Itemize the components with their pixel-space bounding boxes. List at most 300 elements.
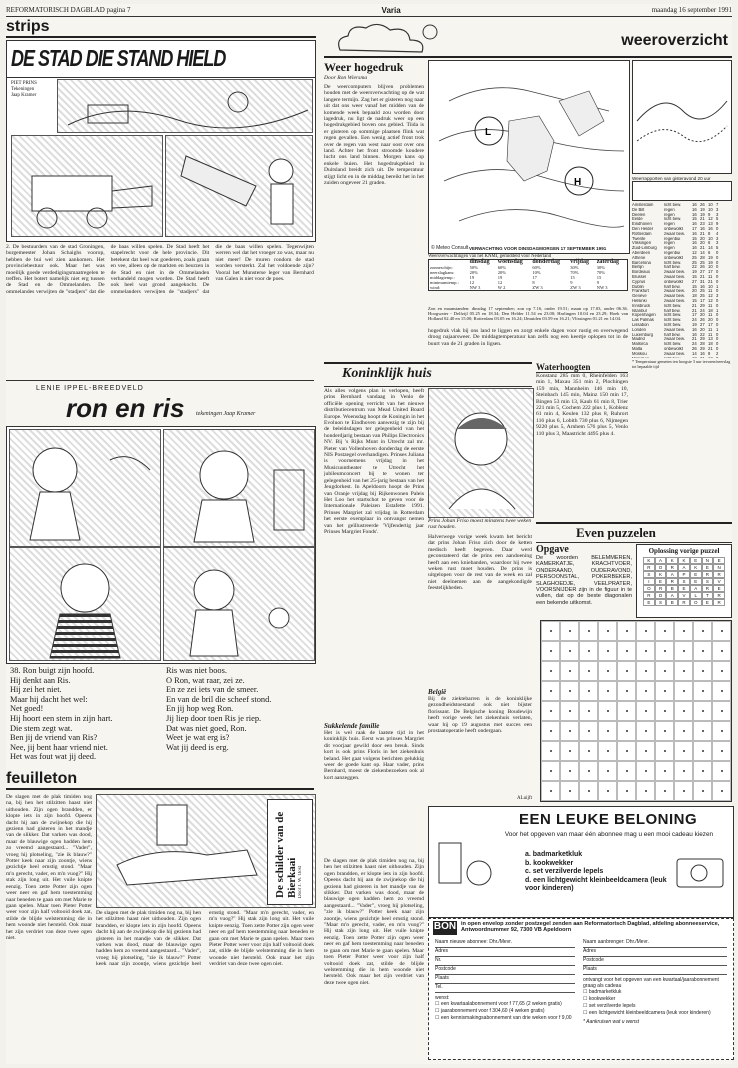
puzzle-cell[interactable] (598, 641, 617, 661)
oplossing-cell: R (643, 592, 655, 599)
wenst-option[interactable]: ☐ een kennismakingsabonnement van drie weken voor f 9,00 (435, 1015, 572, 1021)
form-field[interactable]: Postcode (435, 966, 575, 975)
oplossing-cell: R (643, 564, 655, 571)
city-cell: 21 (700, 231, 705, 236)
grid-dot (645, 650, 647, 652)
puzzle-cell[interactable] (655, 661, 674, 681)
oplossing-cell: E (678, 585, 690, 592)
city-cell: 0 (716, 274, 719, 279)
oplossing-cell: O (655, 564, 667, 571)
poem-line: Ris was niet boos. (166, 666, 227, 675)
city-cell: 21 (708, 279, 713, 284)
gift-option[interactable]: ☐ kookwekker (583, 996, 616, 1002)
grid-dot (569, 730, 571, 732)
puzzle-cell[interactable] (693, 701, 712, 721)
puzzle-cell[interactable] (693, 761, 712, 781)
city-cell: onbewolkt (664, 279, 683, 284)
bon-form-left (435, 939, 575, 1022)
city-cell: 10 (708, 284, 713, 289)
puzzle-cell[interactable] (636, 621, 655, 641)
weather-map (428, 60, 630, 254)
puzzle-cell[interactable] (598, 621, 617, 641)
poem-line: 38. Ron buigt zijn hoofd. (10, 666, 95, 675)
puzzle-cell[interactable] (560, 741, 579, 761)
puzzle-cell[interactable] (579, 761, 598, 781)
puzzle-cell[interactable] (579, 781, 598, 801)
poem-left (10, 666, 160, 762)
grid-dot (569, 770, 571, 772)
grid-dot (683, 650, 685, 652)
puzzle-cell[interactable] (560, 641, 579, 661)
city-cell: 18 (708, 342, 713, 347)
puzzle-cell[interactable] (598, 661, 617, 681)
grid-dot (664, 630, 666, 632)
feuilleton-text-col2: De slagen met de plak timiden nog na, bij hen het stilzitten haast niet uithouden. Zijn ogen brandden, er klopte iets in zijn hoofd. Opeens dacht hij aan de zwijnekop die hij gezienn had gisteren in het mandje van de slikker. Dat varken was dood, maar de blauwige ogen hadden hem zo vreemd aangestaard... "Vader", vroeg hij plotseling, "zie ik blauw?" Potter keek naar zijn zoontje, wiens gezichtje heel ernstig stond. "Maar m'n gerecht, vader, en m'n vuog?" Hij stak zijn long uit. Het vuile knipte eenzig. Toen zette Potter zijn ogen weer neer en gaf hem toestemming naar beneden te gaan om met Marie te gaan spelen. Maar toen Pieter Potter weer voor zijn half voltooid doek zat, stilde de blijde welstemming die in hem woonde niet hersteld. Ook maar het zijn verdriet van deze twee ogen niet. (96, 910, 314, 968)
city-cell: 27 (692, 279, 697, 284)
forecast-cell: 30% (596, 265, 605, 270)
forecast-cell: middagtemp.: (430, 275, 455, 280)
city-cell: 26 (700, 265, 705, 270)
puzzle-cell[interactable] (712, 621, 731, 641)
puzzle-cell[interactable] (560, 661, 579, 681)
city-cell: 0 (716, 250, 719, 255)
city-cell: 23 (700, 222, 705, 227)
strips-heading: strips (6, 18, 316, 38)
poem-line: Het was fout wat jij deed. (10, 752, 97, 762)
city-cell: Barcelona (632, 260, 651, 265)
grid-dot (607, 670, 609, 672)
gift-option[interactable]: ☐ set verzilverde lepels (583, 1003, 636, 1009)
grid-dot (721, 790, 723, 792)
city-cell (708, 357, 716, 359)
city-cell: onbewolkt (664, 346, 683, 351)
city-cell: 16 (692, 332, 697, 337)
oplossing-cell: N (702, 557, 714, 564)
form-field[interactable]: Nr. (435, 957, 575, 966)
puzzle-cell[interactable] (712, 661, 731, 681)
forecast-header: dinsdag (469, 259, 490, 265)
city-cell: 0 (716, 265, 719, 270)
ron-panel-3-drawing (10, 548, 160, 660)
grid-dot (702, 710, 704, 712)
city-cell: 11 (708, 303, 713, 308)
puzzle-cell[interactable] (617, 741, 636, 761)
puzzle-cell[interactable] (655, 701, 674, 721)
form-field[interactable]: Plaats (435, 975, 575, 984)
puzzle-cell[interactable] (674, 741, 693, 761)
stad-title-bar (7, 41, 315, 78)
city-cell: zwaar bew. (664, 351, 685, 356)
puzzle-cell[interactable] (579, 621, 598, 641)
puzzle-cell[interactable] (693, 661, 712, 681)
puzzle-cell[interactable] (598, 781, 617, 801)
grid-dot (645, 750, 647, 752)
city-cell: 8 (708, 231, 711, 236)
puzzle-cell[interactable] (712, 701, 731, 721)
oplossing-cell: E (713, 585, 725, 592)
city-cell: 29 (700, 337, 705, 342)
city-cell: 22 (692, 265, 697, 270)
poem-line: Jij liep door toen Ris je riep. (166, 713, 262, 723)
forecast-cell: neerslagkans: (430, 270, 455, 275)
forecast-cell: ZW 3 (532, 285, 543, 290)
city-cell: 16 (692, 222, 697, 227)
puzzle-cell[interactable] (693, 621, 712, 641)
puzzle-cell[interactable] (712, 781, 731, 801)
city-cell: 21 (700, 217, 705, 222)
puzzle-cell[interactable] (598, 761, 617, 781)
city-cell: 16 (708, 226, 713, 231)
puzzle-cell[interactable] (560, 761, 579, 781)
puzzle-cell[interactable] (655, 641, 674, 661)
puzzle-cell[interactable] (655, 681, 674, 701)
puzzle-cell[interactable] (674, 721, 693, 741)
bon-label: BON (433, 921, 457, 935)
puzzle-cell[interactable] (541, 701, 560, 721)
oplossing-cell: A (655, 557, 667, 564)
puzzle-cell[interactable] (541, 661, 560, 681)
puzzle-cell[interactable] (655, 761, 674, 781)
puzzle-cell[interactable] (579, 641, 598, 661)
city-temps (632, 60, 732, 358)
wenst-option[interactable]: ☐ jaarabonnement voor f 304,60 (4 weken gratis) (435, 1008, 545, 1014)
forecast-cell: 15 (570, 275, 575, 280)
form-field[interactable]: Tel. (435, 984, 575, 993)
grid-dot (569, 750, 571, 752)
puzzle-cell[interactable] (636, 721, 655, 741)
oplossing-cell: B (666, 599, 678, 606)
puzzle-cell[interactable] (560, 781, 579, 801)
grid-dot (645, 690, 647, 692)
city-cell: 16 (692, 327, 697, 332)
city-cell: Genève (632, 294, 647, 299)
oplossing-cell: K (678, 557, 690, 564)
royal-text-2: Het is wel raak de laatste tijd in het koninklijk huis. Eerst was prinses Margriet dit voorjaar gewild door een breuk. Sinds kort is ook prins Floris in het ziekenhuis beland. Het gaat volgens berichten gelukkig weer de goede kant op. Haar vader, prins Bernhard, moest de ziekenbezoeken ook al kort aanzeggen. (324, 730, 424, 781)
puzzle-cell[interactable] (541, 681, 560, 701)
city-cell: 0 (716, 260, 719, 265)
ron-header (6, 380, 314, 425)
waterhoogten-text: Konstanz 285 mm 0, Rheinfelden 163 min 1, Maxau 351 min 2, Plochingen 159 min, Mannheim 146 min 10, Steinbach 145 min, Mainz 150 min 17, Bingen 53 min 13, Kaub 61 min 8, Trier 221 min 5, Cochem 222 plus 1, Koblenz 61 min 4, Keulen 132 plus 8, Ruhrort 116 plus 6, Lobith 730 plus 6, Nijmegen 9220 plus 5, Arnhem 576 plus 5, Venlo 110 plus 3, Maastricht 4495 plus 4. (536, 373, 628, 437)
city-cell: licht bew. (664, 342, 682, 347)
puzzle-cell[interactable] (655, 721, 674, 741)
oplossing-cell: E (690, 578, 702, 585)
form-field[interactable]: Plaats (583, 966, 727, 975)
city-cell: Berlijn (632, 265, 644, 270)
oplossing-cell: K (690, 564, 702, 571)
gift-item: d. een lichtgewicht kleinbeeldcamera (leuk voor kinderen) (525, 876, 667, 892)
city-cell: 16 (692, 207, 697, 212)
oplossing-cell: B (666, 585, 678, 592)
grid-dot (607, 790, 609, 792)
city-cell: 10 (708, 207, 713, 212)
stad-panel-1 (57, 79, 313, 133)
ron-panel-4 (163, 547, 315, 661)
bon-instruction: in open envelop zonder postzegel zenden aan Reformatorisch Dagblad, afdeling abonneeservice, Antwoordnummer 92, 7300 VB Apeldoorn (461, 921, 720, 934)
puzzle-cell[interactable] (693, 641, 712, 661)
oplossing-cell: E (655, 578, 667, 585)
puzzle-cell[interactable] (636, 761, 655, 781)
oplossing-cell: R (666, 564, 678, 571)
temps-note: * Temperatuur gemeten ten hoogste 3 uur tevoren/neerslag tot bepaalde tijd (632, 359, 731, 369)
grid-dot (664, 770, 666, 772)
poem-line: Weet je wat erg is? (166, 733, 230, 743)
puzzle-cell[interactable] (655, 781, 674, 801)
puzzle-cell[interactable] (579, 701, 598, 721)
opgave-text: De woorden BELEMMEREN, KAMERKATJE, KRACHTVOER, ONDERAAND, OUDERAVOND, PERSOONSTAL, POKERBEKER, SLAGHOEDJE, VEELPRATER, VOORSNIJDER zijn in de figuur in te vullen, dat op de beste diagonalen een bekende uitkomst. (536, 555, 632, 606)
form-field[interactable]: Adres (435, 948, 575, 957)
puzzle-cell[interactable] (617, 661, 636, 681)
puzzle-cell[interactable] (617, 681, 636, 701)
puzzle-cell[interactable] (617, 781, 636, 801)
opgave (536, 544, 632, 615)
city-cell: Istanbul (632, 308, 647, 313)
grid-dot (702, 790, 704, 792)
puzzle-cell[interactable] (617, 701, 636, 721)
form-field[interactable]: Adres (583, 948, 727, 957)
weather-byline: Door Ron Wiersma (324, 75, 368, 81)
puzzle-cell[interactable] (693, 781, 712, 801)
royal-sub-2-wrap (428, 688, 532, 801)
city-cell: 6 (708, 250, 711, 255)
grid-dot (683, 710, 685, 712)
city-cell: licht bew. (664, 313, 682, 318)
puzzle-cell[interactable] (636, 681, 655, 701)
stad-credit: PIET PRINS Tekeningen Jaap Kramer (11, 81, 37, 98)
grid-dot (626, 710, 628, 712)
prince-caption: Prins Johan Friso moest minstens twee weken rust houden. (428, 518, 532, 531)
puzzle-cell[interactable] (674, 701, 693, 721)
gift-option-label: een lichtgewicht kleinbeeldcamera (leuk voor kinderen) (588, 1010, 711, 1016)
grid-dot (607, 750, 609, 752)
city-cell: 6 (708, 241, 711, 246)
prince-photo-drawing (429, 389, 533, 517)
city-cell: 0 (716, 303, 719, 308)
puzzle-cell[interactable] (598, 701, 617, 721)
wenst-option[interactable]: ☐ een kwartaalabonnement voor f 77,65 (2 weken gratis) (435, 1001, 562, 1007)
wenst-option-label: jaarabonnement voor f 304,60 (4 weken gratis) (440, 1008, 545, 1014)
puzzle-cells[interactable] (541, 621, 731, 801)
masthead (6, 4, 732, 17)
waterhoogten (536, 362, 628, 518)
bon-form-right (583, 939, 727, 1025)
grid-dot (550, 790, 552, 792)
city-cell: 3 (716, 294, 719, 299)
city-cell: 19 (692, 270, 697, 275)
puzzle-cell[interactable] (693, 741, 712, 761)
grid-dot (664, 690, 666, 692)
city-cell: half bew. (664, 308, 681, 313)
puzzle-grid[interactable] (540, 620, 732, 802)
feuilleton-illustration (96, 794, 316, 908)
city-cell: licht bew. (664, 260, 682, 265)
puzzle-cell[interactable] (712, 761, 731, 781)
oplossing-cell: E (690, 557, 702, 564)
puzzle-cell[interactable] (636, 661, 655, 681)
grid-dot (721, 710, 723, 712)
city-cell: 21 (700, 246, 705, 251)
ron-comic (6, 426, 316, 664)
puzzle-cell[interactable] (712, 641, 731, 661)
puzzle-cell[interactable] (541, 741, 560, 761)
masthead-left: REFORMATORISCH DAGBLAD pagina 7 (6, 6, 131, 14)
puzzle-cell[interactable] (541, 621, 560, 641)
puzzle-cell[interactable] (693, 681, 712, 701)
puzzle-cell[interactable] (712, 681, 731, 701)
puzzle-cell[interactable] (579, 681, 598, 701)
city-cell: 29 (700, 303, 705, 308)
city-cell: 0 (716, 255, 719, 260)
oplossing-cell: T (702, 592, 714, 599)
form-field[interactable]: Naam aanbrenger: Dhr./Mevr. (583, 939, 727, 948)
puzzle-cell[interactable] (579, 721, 598, 741)
forecast-cell: 10% (532, 270, 541, 275)
puzzle-cell[interactable] (712, 721, 731, 741)
oplossing-cell: O (643, 585, 655, 592)
city-cell: half bew. (664, 284, 681, 289)
grid-dot (664, 710, 666, 712)
beloning-title: EEN LEUKE BELONING (519, 811, 698, 828)
puzzle-cell[interactable] (674, 621, 693, 641)
puzzle-cell[interactable] (636, 641, 655, 661)
city-cell: regen (664, 212, 675, 217)
puzzle-cell[interactable] (636, 781, 655, 801)
puzzle-cell[interactable] (674, 681, 693, 701)
city-cell (716, 357, 724, 359)
grid-dot (702, 650, 704, 652)
city-cell: 25 (692, 255, 697, 260)
grid-dot (569, 790, 571, 792)
puzzle-cell[interactable] (598, 741, 617, 761)
city-cell: 17 (692, 313, 697, 318)
puzzle-cell[interactable] (560, 701, 579, 721)
grid-dot (664, 750, 666, 752)
puzzle-cell[interactable] (598, 681, 617, 701)
poem-line: Dat was niet goed, Ron. (166, 723, 247, 733)
weather-map-drawing (429, 61, 629, 253)
city-cell: 28 (700, 342, 705, 347)
city-cell: 13 (708, 222, 713, 227)
puzzle-cell[interactable] (674, 661, 693, 681)
forecast-cell: NW 3 (596, 285, 608, 290)
puzzle-cell[interactable] (693, 721, 712, 741)
city-cell: 0 (716, 313, 719, 318)
puzzle-cell[interactable] (674, 761, 693, 781)
grid-dot (645, 710, 647, 712)
oplossing-cell: A (678, 564, 690, 571)
city-cell: 0 (716, 342, 719, 347)
city-cell: 11 (708, 332, 713, 337)
grid-dot (550, 670, 552, 672)
grid-dot (569, 630, 571, 632)
puzzle-cell[interactable] (541, 721, 560, 741)
grid-dot (721, 670, 723, 672)
bon-coupon (428, 918, 734, 1060)
forecast-cell: ZW 3 (570, 285, 581, 290)
grid-dot (626, 790, 628, 792)
city-cell: 5 (716, 217, 719, 222)
oplossing-cell: S (702, 578, 714, 585)
city-cell: 19 (692, 322, 697, 327)
puzzle-cell[interactable] (598, 721, 617, 741)
city-cell: 20 (708, 318, 713, 323)
city-cell: 26 (692, 346, 697, 351)
city-cell: 19 (708, 260, 713, 265)
city-cell: zwaar bew. (664, 337, 685, 342)
forecast-table (428, 259, 628, 291)
puzzle-cell[interactable] (674, 641, 693, 661)
puzzle-cell[interactable] (617, 641, 636, 661)
puzzle-cell[interactable] (560, 681, 579, 701)
form-field[interactable]: Postcode (583, 957, 727, 966)
city-cell: 1 (716, 284, 719, 289)
puzzle-cell[interactable] (579, 661, 598, 681)
puzzle-cell[interactable] (636, 741, 655, 761)
city-cell: De Bilt (632, 207, 645, 212)
city-cell: 2 (716, 351, 719, 356)
grid-dot (721, 630, 723, 632)
puzzle-cell[interactable] (579, 741, 598, 761)
forecast-cell: minimumtemp.: (430, 280, 459, 285)
oplossing-cell: E (702, 599, 714, 606)
poem-line: Die stem zegt wat. (10, 723, 73, 733)
puzzle-cell[interactable] (655, 621, 674, 641)
puzzle-cell[interactable] (617, 721, 636, 741)
puzzle-cell[interactable] (617, 621, 636, 641)
ron-panel-4-drawing (164, 548, 314, 660)
cloud-icon (330, 20, 450, 56)
poem-line: Maar hij dacht het wel: (10, 694, 88, 704)
puzzle-cell[interactable] (617, 761, 636, 781)
sun-moon-text: Zon en maanstanden: dinsdag 17 september; zon op 7.16, onder 19.51; maan op 17.03, onder 06.36. Hoogwater - Delfzijl 05.25 en 18.34; Den Helder 11.54 en 23.00; Harlingen 10.04 en 23.29; Hoek van Holland 02.40 en 15.00; Rotterdam 03.05 en 16.24; IJmuiden 03.59 en 16.21; Vlissingen 01.21 en 14.04. (428, 306, 628, 322)
forecast-header: vrijdag (570, 259, 589, 265)
puzzle-cell[interactable] (712, 741, 731, 761)
puzzle-cell[interactable] (560, 721, 579, 741)
puzzle-cell[interactable] (655, 741, 674, 761)
forecast-cell: 19 (469, 275, 475, 280)
city-cell: licht bew. (664, 322, 682, 327)
city-cell: 14 (700, 250, 705, 255)
grid-dot (607, 650, 609, 652)
city-cell: onbewolkt (664, 255, 683, 260)
form-field[interactable]: Naam nieuwe abonnee: Dhr./Mevr. (435, 939, 575, 948)
city-cell: Dublin (632, 284, 644, 289)
gift-intro: ontvangt voor het opgeven van een kwartaal/jaarabonnement graag als cadeau (583, 977, 719, 989)
wenst-option-label: een kwartaalabonnement voor f 77,65 (2 weken gratis) (440, 1001, 562, 1007)
masthead-date: maandag 16 september 1991 (651, 6, 732, 14)
gift-item: a. badmarketkluk (525, 851, 583, 858)
forecast-cell: W 2 (497, 285, 506, 290)
puzzle-cell[interactable] (674, 781, 693, 801)
forecast-cell: 70% (596, 270, 605, 275)
puzzle-cell[interactable] (541, 641, 560, 661)
oplossing-cell: S (678, 578, 690, 585)
city-cell: Londen (632, 327, 646, 332)
puzzle-cell[interactable] (636, 701, 655, 721)
puzzle-cell[interactable] (541, 781, 560, 801)
stad-panel-3 (165, 135, 313, 237)
city-cell: 0 (716, 289, 719, 294)
oplossing-cell: D (655, 592, 667, 599)
forecast-cell: 9 (570, 280, 573, 285)
city-cell (632, 357, 664, 359)
grid-dot (607, 770, 609, 772)
puzzle-cell[interactable] (541, 761, 560, 781)
grid-dot (702, 750, 704, 752)
gift-option[interactable]: ☐ een lichtgewicht kleinbeeldcamera (leuk voor kinderen) (583, 1010, 711, 1016)
puzzle-cell[interactable] (560, 621, 579, 641)
city-cell: 9 (716, 222, 719, 227)
gift-option[interactable]: ☐ badmarketkluk (583, 989, 622, 995)
